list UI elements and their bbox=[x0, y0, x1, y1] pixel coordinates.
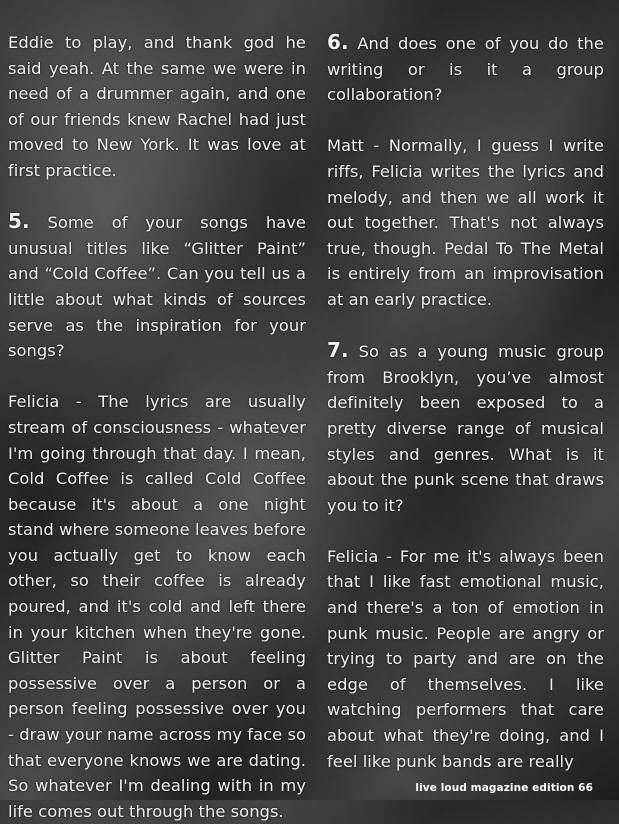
paragraph-intro-continuation: Eddie to play, and thank god he said yeah. At the same we were in need of a drummer again, and one of our friends knew Rachel had just moved to New York. It was love at first practice. bbox=[8, 33, 306, 180]
question-text: Some of your songs have unusual titles like “Glitter Paint” and “Cold Coffee”. Can you tell us a little about what kinds of sources serve as the inspiration for your songs? bbox=[8, 213, 306, 361]
question-number: 6. bbox=[327, 30, 349, 54]
question-5 bbox=[8, 209, 306, 364]
question-text: So as a young music group from Brooklyn, you’ve almost definitely been exposed to a pretty diverse range of musical styles and genres. What is it about the punk scene that draws you to it? bbox=[327, 342, 604, 515]
page-footer: live loud magazine edition 66 bbox=[415, 782, 593, 794]
question-6 bbox=[327, 30, 604, 108]
answer-5: Felicia - The lyrics are usually stream of consciousness - whatever I'm going through that day. I mean, Cold Coffee is called Cold Coffee because it's about a one night stand where someone leaves before you actually get to know each other, so their coffee is already poured, and it's cold and left there in your kitchen when they're gone. Glitter Paint is about feeling possessive over a person or a person feeling possessive over you - draw your name across my face so that everyone knows we are dating. So whatever I'm dealing with in my life comes out through the songs. bbox=[8, 392, 306, 821]
left-column bbox=[8, 30, 306, 824]
question-number: 5. bbox=[8, 209, 30, 234]
answer-7: Felicia - For me it's always been that I like fast emotional music, and there's a ton of emotion in punk music. People are angry or trying to party and are on the edge of themselves. I like watching performers that care about what they're doing, and I feel like punk bands are really bbox=[327, 546, 604, 771]
question-number: 7. bbox=[327, 338, 349, 363]
right-column bbox=[327, 30, 604, 774]
question-7 bbox=[327, 338, 604, 518]
answer-6: Matt - Normally, I guess I write riffs, Felicia writes the lyrics and melody, and then we all work it out together. That's not always true, though. Pedal To The Metal is entirely from an improvisation at an early practice. bbox=[327, 136, 604, 309]
question-text: And does one of you do the writing or is it a group collaboration? bbox=[327, 34, 604, 105]
